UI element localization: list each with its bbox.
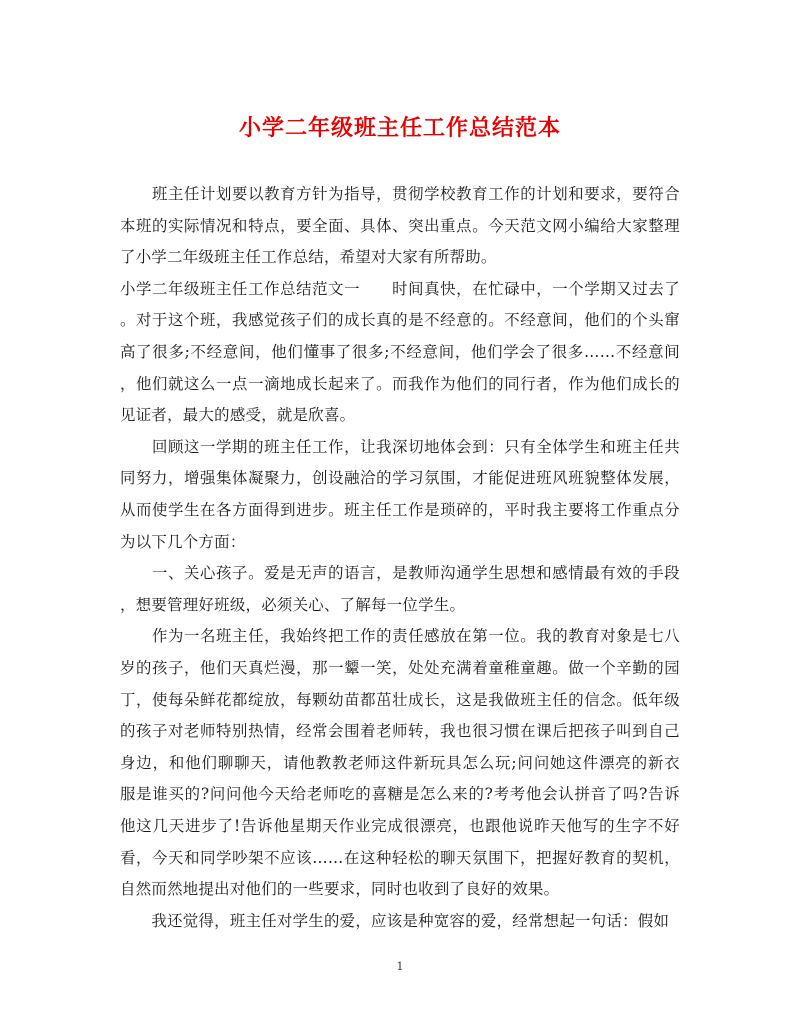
- text-line: ，他们就这么一点一滴地成长起来了。而我作为他们的同行者，作为他们成长的: [120, 375, 680, 393]
- text-line: 看，今天和同学吵架不应该……在这种轻松的聊天氛围下，把握好教育的契机，: [120, 849, 680, 867]
- text-line: 。对于这个班，我感觉孩子们的成长真的是不经意的。不经意间，他们的个头窜: [120, 311, 680, 329]
- text-line: 从而使学生在各方面得到进步。班主任工作是琐碎的，平时我主要将工作重点分: [120, 501, 680, 519]
- text-line: ，想要管理好班级，必须关心、了解每一位学生。: [120, 596, 466, 614]
- text-line: 作为一名班主任，我始终把工作的责任感放在第一位。我的教育对象是七八: [120, 627, 680, 645]
- text-line: 小学二年级班主任工作总结范文一 时间真快，在忙碌中，一个学期又过去了: [120, 280, 680, 298]
- page-number: 1: [396, 960, 404, 973]
- text-line: 高了很多;不经意间，他们懂事了很多;不经意间，他们学会了很多……不经意间: [120, 343, 680, 361]
- text-line: 的孩子对老师特别热情，经常会围着老师转，我也很习惯在课后把孩子叫到自己: [120, 722, 680, 740]
- text-line: 他这几天进步了!告诉他星期天作业完成很漂亮，也跟他说昨天他写的生字不好: [120, 817, 680, 835]
- text-line: 回顾这一学期的班主任工作，让我深切地体会到：只有全体学生和班主任共: [120, 438, 680, 456]
- text-line: 身边，和他们聊聊天，请他教教老师这件新玩具怎么玩;问问她这件漂亮的新衣: [120, 754, 680, 772]
- text-line: 班主任计划要以教育方针为指导，贯彻学校教育工作的计划和要求，要符合: [120, 185, 680, 203]
- text-line: 岁的孩子，他们天真烂漫，那一颦一笑，处处充满着童稚童趣。做一个辛勤的园: [120, 659, 680, 677]
- text-line: 丁，使每朵鲜花都绽放，每颗幼苗都茁壮成长，这是我做班主任的信念。低年级: [120, 691, 680, 709]
- text-line: 服是谁买的?问问他今天给老师吃的喜糖是怎么来的?考考他会认拼音了吗?告诉: [120, 785, 680, 803]
- text-line: 见证者，最大的感受，就是欣喜。: [120, 406, 356, 424]
- text-line: 一、关心孩子。爱是无声的语言，是教师沟通学生思想和感情最有效的手段: [120, 564, 680, 582]
- text-line: 我还觉得，班主任对学生的爱，应该是种宽容的爱，经常想起一句话：假如: [120, 912, 670, 930]
- text-line: 为以下几个方面：: [120, 533, 246, 551]
- page-title: 小学二年级班主任工作总结范本: [238, 115, 561, 141]
- text-line: 本班的实际情况和特点，要全面、具体、突出重点。今天范文网小编给大家整理: [120, 217, 680, 235]
- text-line: 了小学二年级班主任工作总结，希望对大家有所帮助。: [120, 248, 497, 266]
- text-line: 同努力，增强集体凝聚力，创设融洽的学习氛围，才能促进班风班貌整体发展，: [120, 469, 680, 487]
- text-line: 自然而然地提出对他们的一些要求，同时也收到了良好的效果。: [120, 880, 560, 898]
